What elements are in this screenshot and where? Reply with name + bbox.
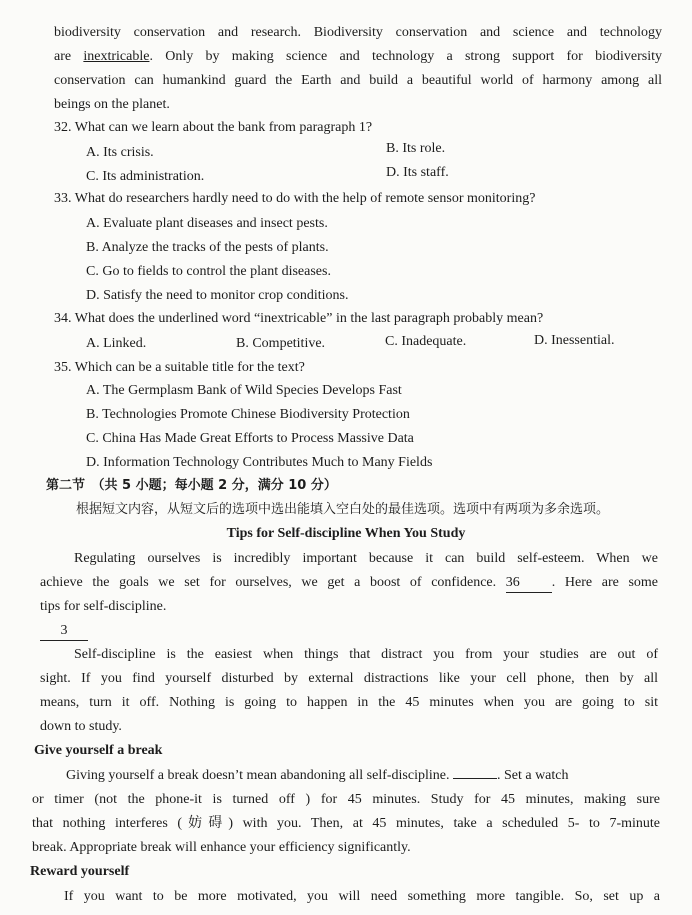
paragraph-text: Giving yourself a break doesn’t mean abandoning all self-discipline. (66, 768, 450, 783)
paragraph-line (40, 574, 658, 593)
paragraph-line: means, turn it off. Nothing is going to happen in the 45 minutes when you are going to sit (40, 695, 658, 710)
blank-37[interactable]: 3 (40, 622, 88, 641)
question-35-stem: 35. Which can be a suitable title for the text? (54, 360, 305, 375)
paragraph-line: down to study. (40, 719, 122, 734)
paragraph-line: sight. If you find yourself disturbed by external distractions like your cell phone, then by all (40, 671, 658, 686)
question-32-stem: 32. What can we learn about the bank from paragraph 1? (54, 120, 373, 135)
paragraph-text: achieve the goals we set for ourselves, we get a boost of confidence. (40, 575, 497, 590)
option-35-c: C. China Has Made Great Efforts to Process Massive Data (86, 431, 414, 446)
blank-36[interactable]: 36 (506, 574, 552, 593)
option-32-a: A. Its crisis. (86, 145, 154, 160)
passage-line: beings on the planet. (54, 97, 170, 112)
underlined-word: inextricable (83, 49, 150, 64)
passage-line: conservation can humankind guard the Earth and build a beautiful world of harmony among all (54, 73, 662, 88)
blank-37-line (40, 622, 88, 641)
article-title: Tips for Self-discipline When You Study (226, 526, 466, 541)
paragraph-line: or timer (not the phone-it is turned off ) for 45 minutes. Study for 45 minutes, making sure (32, 792, 660, 807)
passage-line: biodiversity conservation and research. Biodiversity conservation and science and technology (54, 25, 662, 40)
section-instruction: 根据短文内容，从短文后的选项中选出能填入空白处的最佳选项。选项中有两项为多余选项。 (76, 502, 610, 517)
option-33-a: A. Evaluate plant diseases and insect pests. (86, 216, 328, 231)
paragraph-line: that nothing interferes (妨碍) with you. Then, at 45 minutes, take a scheduled 5- to 7-minute (32, 816, 660, 831)
blank-38[interactable] (453, 778, 497, 779)
section-heading: 第二节 （共 5 小题；每小题 2 分，满分 10 分） (46, 478, 337, 493)
option-32-d: D. Its staff. (386, 165, 449, 180)
option-35-a: A. The Germplasm Bank of Wild Species Develops Fast (86, 383, 402, 398)
option-35-d: D. Information Technology Contributes Much to Many Fields (86, 455, 433, 470)
paragraph-line: Regulating ourselves is incredibly important because it can build self-esteem. When we (74, 551, 658, 566)
paragraph-line: tips for self-discipline. (40, 599, 167, 614)
passage-line (54, 48, 662, 66)
subheading-break: Give yourself a break (34, 743, 163, 758)
subheading-reward: Reward yourself (30, 864, 130, 879)
option-32-b: B. Its role. (386, 141, 446, 156)
option-34-a: A. Linked. (86, 336, 147, 351)
paragraph-text: . Set a watch (496, 768, 569, 783)
option-34-d: D. Inessential. (534, 333, 615, 348)
question-34-stem: 34. What does the underlined word “inextricable” in the last paragraph probably mean? (54, 311, 544, 326)
option-33-d: D. Satisfy the need to monitor crop conditions. (86, 288, 349, 303)
option-34-b: B. Competitive. (236, 336, 326, 351)
option-34-c: C. Inadequate. (385, 334, 467, 349)
paragraph-line (66, 767, 569, 785)
option-33-c: C. Go to fields to control the plant diseases. (86, 264, 331, 279)
paragraph-line: If you want to be more motivated, you will need something more tangible. So, set up a (64, 889, 660, 904)
passage-text: are (54, 49, 72, 64)
option-32-c: C. Its administration. (86, 169, 205, 184)
option-33-b: B. Analyze the tracks of the pests of plants. (86, 240, 329, 255)
option-35-b: B. Technologies Promote Chinese Biodiversity Protection (86, 407, 410, 422)
paragraph-text: . Here are some (551, 575, 659, 590)
paragraph-line: break. Appropriate break will enhance your efficiency significantly. (32, 840, 411, 855)
passage-text: . Only by making science and technology a strong support for biodiversity (149, 49, 663, 64)
question-33-stem: 33. What do researchers hardly need to do with the help of remote sensor monitoring? (54, 191, 536, 206)
paragraph-line: Self-discipline is the easiest when things that distract you from your studies are out of (74, 647, 658, 662)
